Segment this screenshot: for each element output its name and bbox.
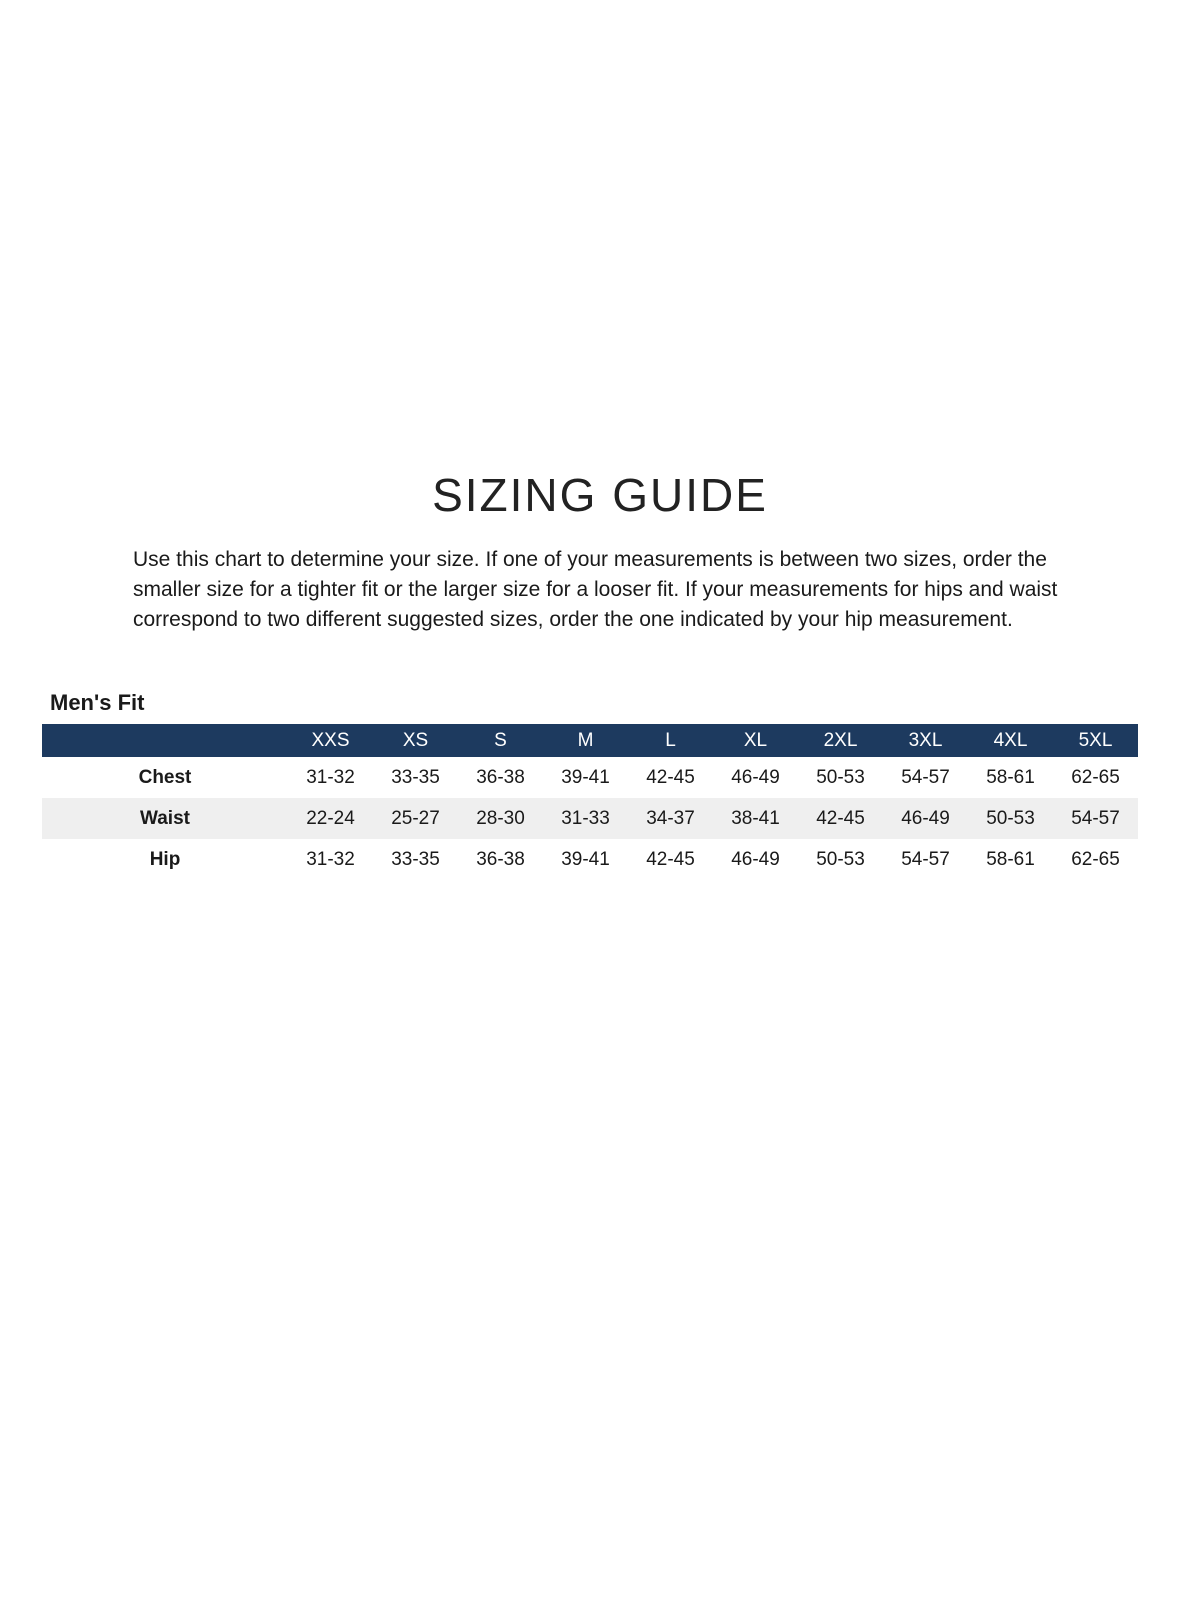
size-cell: 54-57	[901, 848, 950, 870]
size-cell: 39-41	[561, 766, 610, 788]
row-label: Hip	[149, 848, 181, 870]
size-column-header-s: S	[458, 724, 543, 757]
size-cell: 42-45	[798, 798, 883, 839]
size-cell: 42-45	[646, 766, 695, 788]
size-cell: 36-38	[476, 766, 525, 788]
size-column-header-3xl: 3XL	[883, 724, 968, 757]
size-cell: 34-37	[628, 798, 713, 839]
size-cell: 58-61	[986, 848, 1035, 870]
size-cell: 31-32	[306, 848, 355, 870]
table-body	[42, 757, 1138, 880]
size-cell: 38-41	[713, 798, 798, 839]
size-cell: 22-24	[288, 798, 373, 839]
size-cell: 39-41	[561, 848, 610, 870]
size-cell: 36-38	[476, 848, 525, 870]
size-column-header-xl: XL	[713, 724, 798, 757]
size-cell: 50-53	[968, 798, 1053, 839]
size-column-header-4xl: 4XL	[968, 724, 1053, 757]
size-cell: 58-61	[986, 766, 1035, 788]
size-cell: 33-35	[391, 848, 440, 870]
size-cell: 25-27	[373, 798, 458, 839]
intro-paragraph: Use this chart to determine your size. If one of your measurements is between two sizes, order the smaller size for a tighter fit or the larger size for a looser fit. If your measurements for hips and waist correspond to two different suggested sizes, order the one indicated by your hip measurement.	[133, 548, 1058, 631]
page-title: SIZING GUIDE	[432, 469, 768, 521]
size-column-header-xs: XS	[373, 724, 458, 757]
size-cell: 54-57	[901, 766, 950, 788]
size-cell: 31-32	[306, 766, 355, 788]
size-column-header-l: L	[628, 724, 713, 757]
size-cell: 42-45	[646, 848, 695, 870]
section-label-mens-fit: Men's Fit	[50, 690, 145, 715]
size-column-header-2xl: 2XL	[798, 724, 883, 757]
row-label: Waist	[42, 798, 288, 839]
size-column-header-xxs: XXS	[288, 724, 373, 757]
size-cell: 46-49	[731, 848, 780, 870]
table-header-row	[42, 724, 1138, 757]
size-cell: 54-57	[1053, 798, 1138, 839]
measurement-row-hip	[42, 839, 1138, 880]
table-header-corner	[42, 724, 288, 757]
size-column-header-m: M	[543, 724, 628, 757]
size-cell: 31-33	[543, 798, 628, 839]
size-table	[42, 724, 1138, 880]
size-cell: 46-49	[731, 766, 780, 788]
measurement-row-chest	[42, 757, 1138, 798]
size-cell: 33-35	[391, 766, 440, 788]
row-label: Chest	[138, 766, 192, 788]
measurement-row-waist	[42, 798, 1138, 839]
size-cell: 50-53	[816, 766, 865, 788]
size-cell: 62-65	[1071, 848, 1120, 870]
size-cell: 62-65	[1071, 766, 1120, 788]
size-cell: 50-53	[816, 848, 865, 870]
table-header	[42, 724, 1138, 757]
size-cell: 46-49	[883, 798, 968, 839]
size-column-header-5xl: 5XL	[1053, 724, 1138, 757]
size-cell: 28-30	[458, 798, 543, 839]
